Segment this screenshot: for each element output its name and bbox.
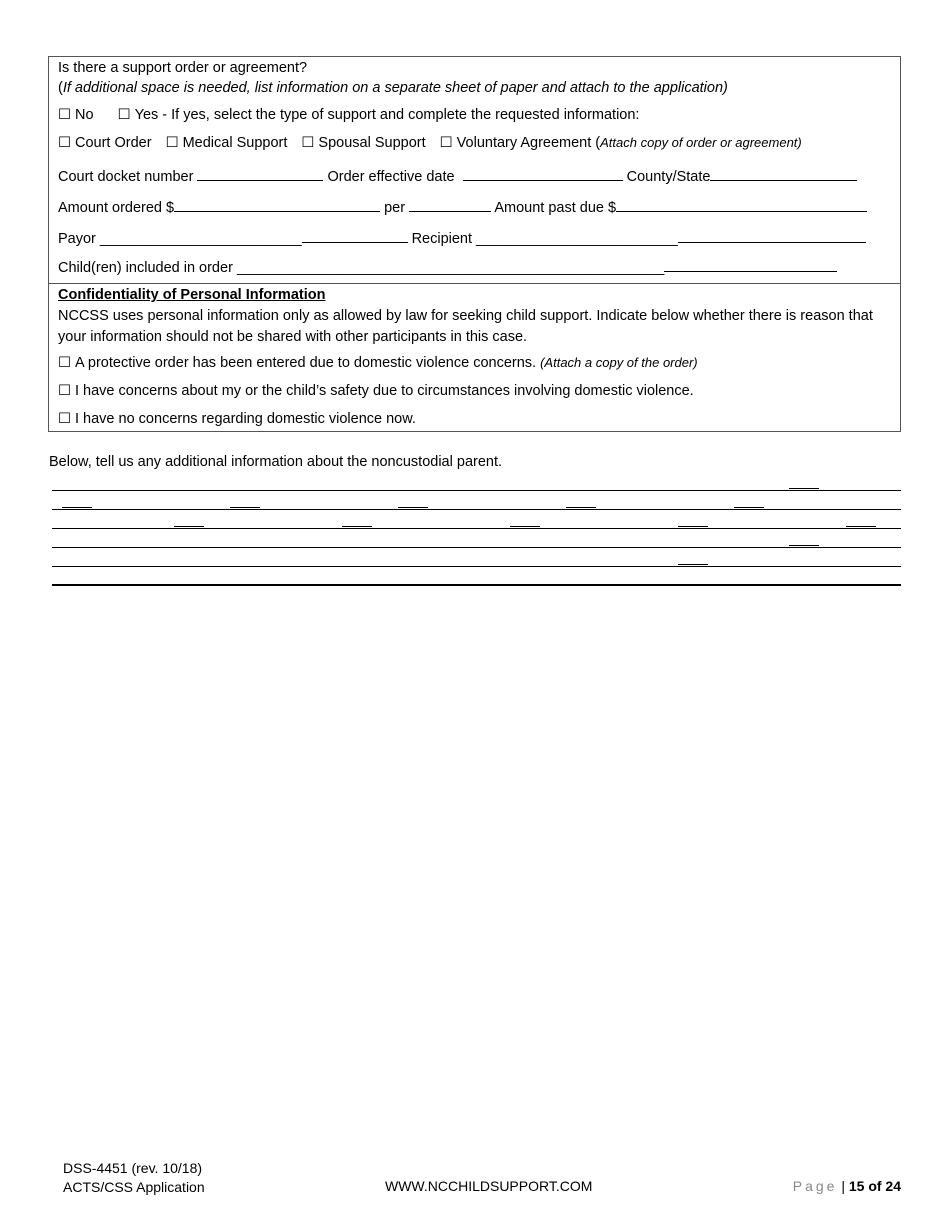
line-mark	[510, 526, 540, 527]
line-mark	[62, 507, 92, 508]
docket-row: Court docket number Order effective date County/State	[58, 166, 857, 186]
court-order-checkbox[interactable]: ☐ Court Order	[58, 135, 152, 151]
medical-support-checkbox[interactable]: ☐ Medical Support	[165, 135, 288, 151]
confidentiality-section	[48, 283, 901, 432]
support-order-section	[48, 56, 901, 284]
line-mark	[678, 526, 708, 527]
no-concerns-checkbox[interactable]: ☐ I have no concerns regarding domestic violence now.	[58, 411, 416, 427]
writing-line[interactable]	[52, 566, 901, 567]
additional-info-label: Below, tell us any additional information about the noncustodial parent.	[49, 454, 503, 470]
page-number: Page | 15 of 24	[792, 1178, 901, 1194]
order-effective-date-field[interactable]	[463, 166, 623, 181]
footer-website: WWW.NCCHILDSUPPORT.COM	[385, 1178, 593, 1194]
form-name: ACTS/CSS Application	[63, 1179, 205, 1195]
writing-line[interactable]	[52, 490, 901, 491]
line-mark	[846, 526, 876, 527]
no-checkbox[interactable]: ☐ No	[58, 107, 94, 123]
support-question: Is there a support order or agreement?	[58, 60, 308, 76]
payor-field[interactable]: _________________________	[99, 231, 302, 247]
safety-concerns-checkbox[interactable]: ☐ I have concerns about my or the child’s safety due to circumstances involving domestic violence.	[58, 383, 694, 399]
writing-line[interactable]	[52, 584, 901, 586]
yes-no-row	[58, 106, 639, 124]
recipient-field[interactable]: _________________________	[476, 231, 678, 247]
confidentiality-heading: Confidentiality of Personal Information	[58, 287, 326, 303]
line-mark	[678, 564, 708, 565]
writing-line[interactable]	[52, 509, 901, 510]
payor-row: Payor _________________________ Recipient _________________________	[58, 228, 866, 248]
form-number: DSS-4451 (rev. 10/18)	[63, 1160, 203, 1176]
line-mark	[566, 507, 596, 508]
confidentiality-body: NCCSS uses personal information only as allowed by law for seeking child support. Indicate below whether there is reason that your information should not be shared with other participants in this case.	[58, 308, 873, 345]
line-mark	[398, 507, 428, 508]
support-note: (If additional space is needed, list information on a separate sheet of paper and attach to the application)	[58, 80, 728, 96]
line-mark	[734, 507, 764, 508]
spousal-support-checkbox[interactable]: ☐ Spousal Support	[301, 135, 426, 151]
per-field[interactable]	[409, 197, 491, 212]
court-docket-number-field[interactable]	[197, 166, 323, 181]
line-mark	[174, 526, 204, 527]
protective-order-checkbox[interactable]: ☐ A protective order has been entered due to domestic violence concerns. (Attach a copy of the order)	[58, 355, 698, 371]
amount-past-due-field[interactable]	[616, 197, 867, 212]
yes-checkbox[interactable]: ☐ Yes - If yes, select the type of support and complete the requested information:	[117, 107, 640, 123]
line-mark	[230, 507, 260, 508]
line-mark	[789, 545, 819, 546]
children-in-order-field[interactable]: _____________________________________________________	[236, 260, 665, 276]
support-type-row	[58, 134, 802, 152]
county-state-field[interactable]	[710, 166, 857, 181]
voluntary-agreement-checkbox[interactable]: ☐ Voluntary Agreement (Attach copy of order or agreement)	[439, 135, 802, 151]
writing-line[interactable]	[52, 528, 901, 529]
writing-line[interactable]	[52, 547, 901, 548]
amount-ordered-field[interactable]	[174, 197, 380, 212]
footer-form-info	[63, 1159, 205, 1197]
amount-row: Amount ordered $ per Amount past due $	[58, 197, 867, 217]
children-row: Child(ren) included in order _____________________________________________________	[58, 257, 837, 277]
line-mark	[789, 488, 819, 489]
line-mark	[342, 526, 372, 527]
